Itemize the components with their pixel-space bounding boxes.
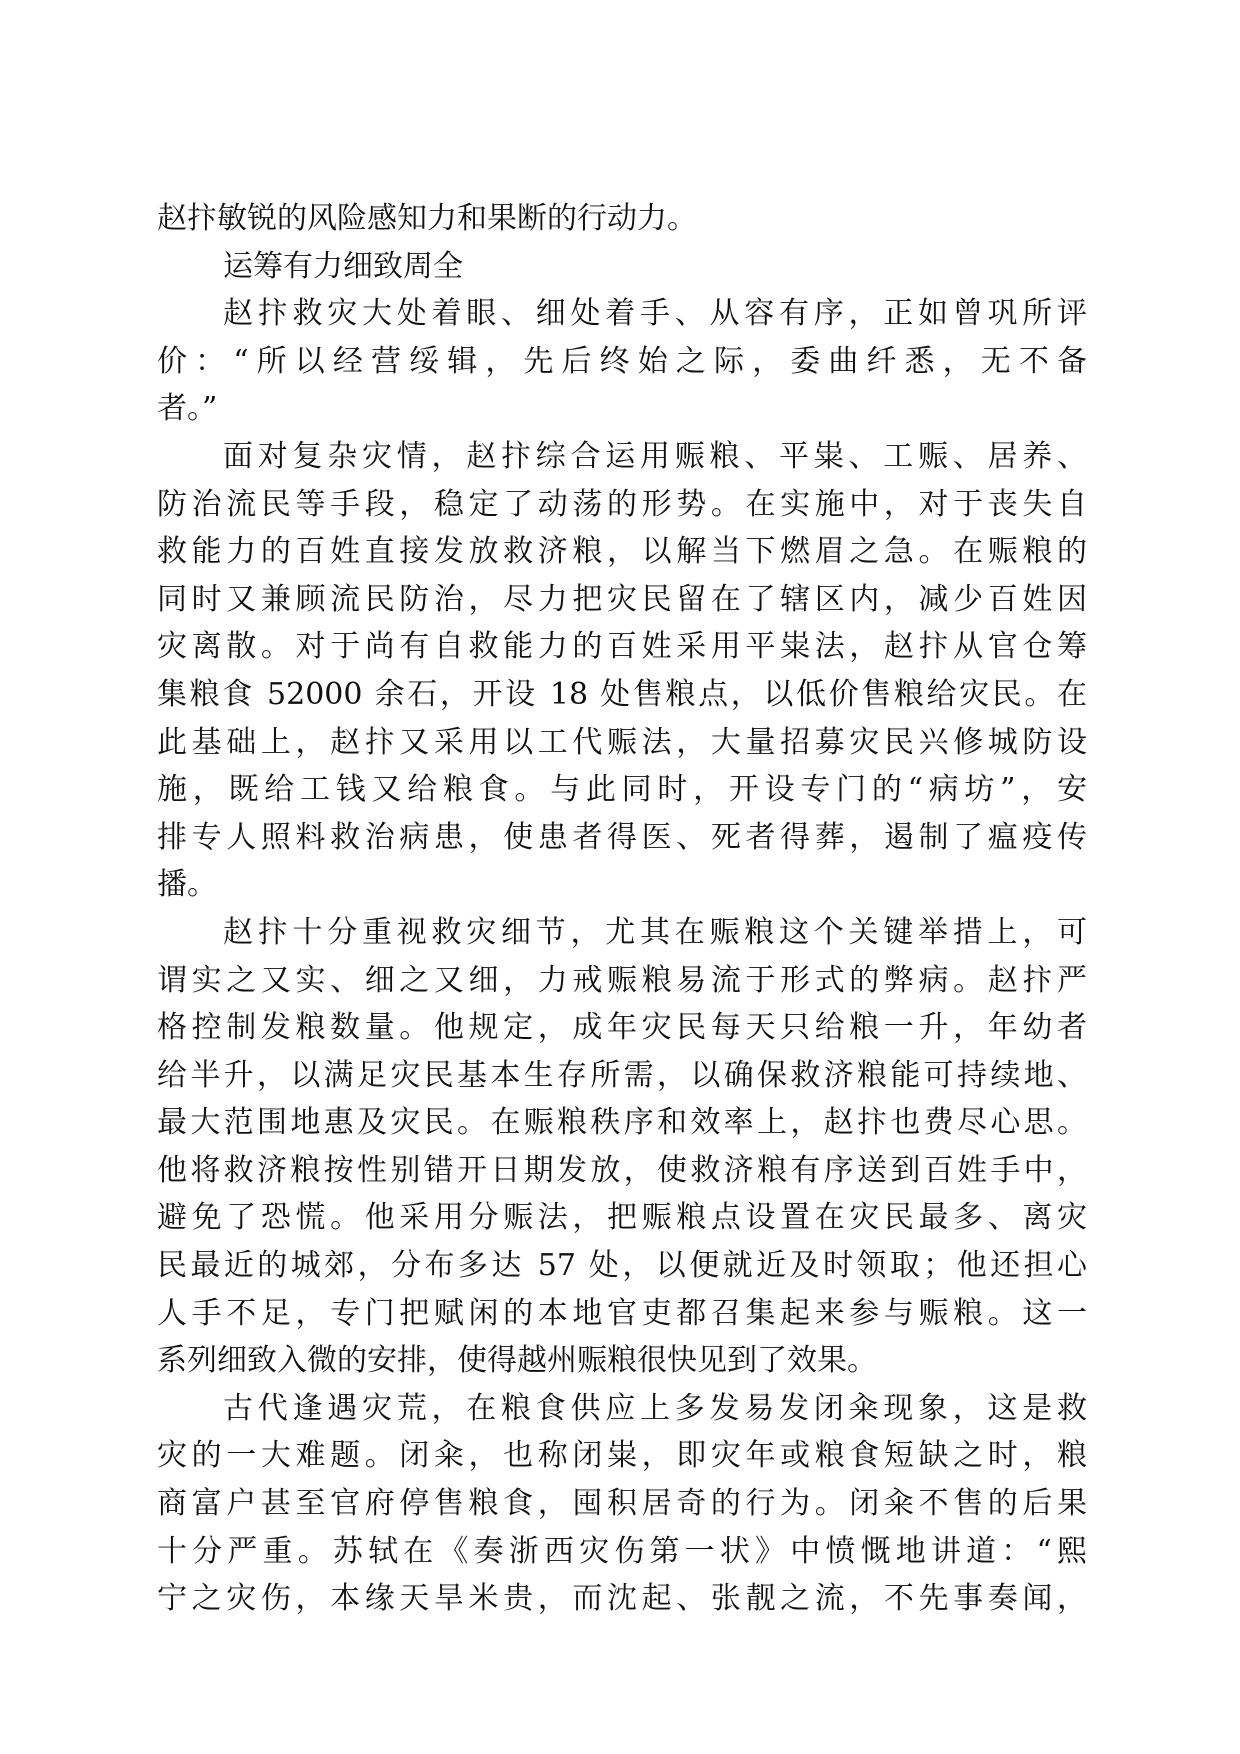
text-line: 赵抃十分重视救灾细节，尤其在赈粮这个关键举措上，可 <box>223 914 1087 950</box>
text-line: 集粮食 52000 余石，开设 18 处售粮点，以低价售粮给灾民。在 <box>157 676 1087 712</box>
text-line: 他将救济粮按性别错开日期发放，使救济粮有序送到百姓手中， <box>157 1152 1087 1188</box>
text-line: 救能力的百姓直接发放救济粮，以解当下燃眉之急。在赈粮的 <box>157 534 1087 570</box>
text-line: 灾的一大难题。闭籴，也称闭粜，即灾年或粮食短缺之时，粮 <box>157 1438 1087 1474</box>
text-line: 给半升，以满足灾民基本生存所需，以确保救济粮能可持续地、 <box>157 1057 1087 1093</box>
text-line: 系列细致入微的安排，使得越州赈粮很快见到了效果。 <box>157 1343 877 1379</box>
text-line: 避免了恐慌。他采用分赈法，把赈粮点设置在灾民最多、离灾 <box>157 1200 1087 1236</box>
text-line: 此基础上，赵抃又采用以工代赈法，大量招募灾民兴修城防设 <box>157 724 1087 760</box>
text-line: 面对复杂灾情，赵抃综合运用赈粮、平粜、工赈、居养、 <box>223 438 1087 474</box>
text-line: 施，既给工钱又给粮食。与此同时，开设专门的“病坊”，安 <box>157 772 1087 808</box>
text-line: 者。” <box>157 391 218 427</box>
text-line: 防治流民等手段，稳定了动荡的形势。在实施中，对于丧失自 <box>157 486 1087 522</box>
text-line: 谓实之又实、细之又细，力戒赈粮易流于形式的弊病。赵抃严 <box>157 962 1087 998</box>
text-line: 古代逢遇灾荒，在粮食供应上多发易发闭籴现象，这是救 <box>223 1390 1087 1426</box>
text-line: 价：“所以经营绥辑，先后终始之际，委曲纤悉，无不备 <box>157 343 1087 379</box>
text-line: 最大范围地惠及灾民。在赈粮秩序和效率上，赵抃也费尽心思。 <box>157 1105 1087 1141</box>
text-line: 民最近的城郊，分布多达 57 处，以便就近及时领取；他还担心 <box>157 1248 1087 1284</box>
text-line: 同时又兼顾流民防治，尽力把灾民留在了辖区内，减少百姓因 <box>157 581 1087 617</box>
text-line: 排专人照料救治病患，使患者得医、死者得葬，遏制了瘟疫传 <box>157 819 1087 855</box>
text-line: 十分严重。苏轼在《奏浙西灾伤第一状》中愤慨地讲道：“熙 <box>157 1533 1087 1569</box>
text-line: 播。 <box>157 867 217 903</box>
text-line: 格控制发粮数量。他规定，成年灾民每天只给粮一升，年幼者 <box>157 1010 1087 1046</box>
text-line: 宁之灾伤，本缘天旱米贵，而沈起、张靓之流，不先事奏闻， <box>157 1581 1087 1617</box>
text-line: 商富户甚至官府停售粮食，囤积居奇的行为。闭籴不售的后果 <box>157 1486 1087 1522</box>
article-body <box>157 195 1087 1623</box>
section-heading: 运筹有力细致周全 <box>223 248 463 284</box>
text-line: 赵抃敏锐的风险感知力和果断的行动力。 <box>157 201 697 236</box>
text-line: 赵抃救灾大处着眼、细处着手、从容有序，正如曾巩所评 <box>223 296 1087 332</box>
text-line: 灾离散。对于尚有自救能力的百姓采用平粜法，赵抃从官仓筹 <box>157 629 1087 665</box>
text-line: 人手不足，专门把赋闲的本地官吏都召集起来参与赈粮。这一 <box>157 1295 1087 1331</box>
